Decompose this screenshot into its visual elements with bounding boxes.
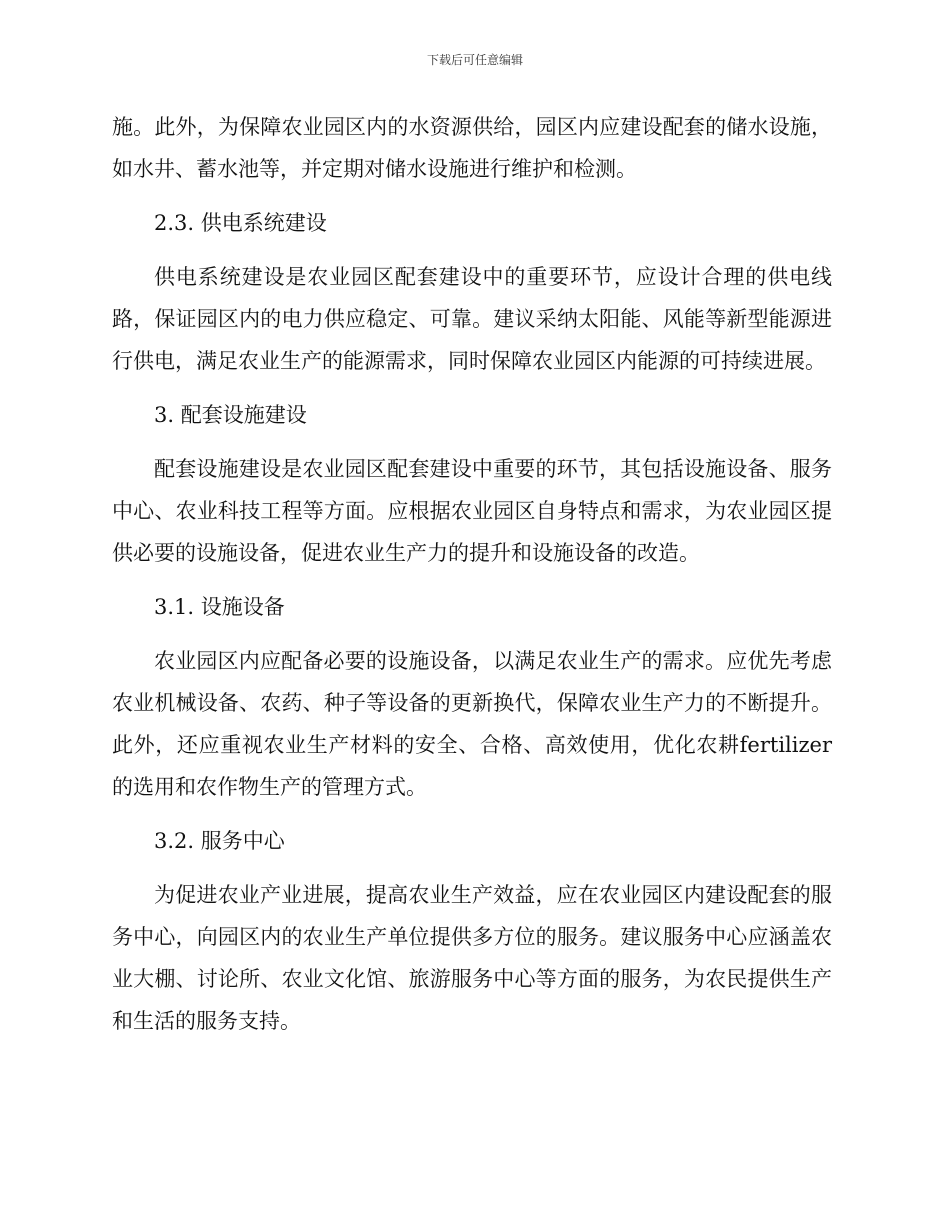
paragraph-water-storage-continued: 施。此外，为保障农业园区内的水资源供给，园区内应建设配套的储水设施，如水井、蓄水池等，并定期对储水设施进行维护和检测。 <box>112 115 832 181</box>
heading-supporting-facilities: 3. 配套设施建设 <box>154 403 307 427</box>
paragraph-equipment: 农业园区内应配备必要的设施设备，以满足农业生产的需求。应优先考虑农业机械设备、农药、种子等设备的更新换代，保障农业生产力的不断提升。此外，还应重视农业生产材料的安全、合格、高效使用，优化农耕fertilizer的选用和农作物生产的管理方式。 <box>112 649 832 799</box>
heading-service-center: 3.2. 服务中心 <box>154 829 285 853</box>
heading-equipment: 3.1. 设施设备 <box>154 595 285 619</box>
paragraph-power-supply: 供电系统建设是农业园区配套建设中的重要环节，应设计合理的供电线路，保证园区内的电力供应稳定、可靠。建议采纳太阳能、风能等新型能源进行供电，满足农业生产的能源需求，同时保障农业园区内能源的可持续进展。 <box>112 265 832 373</box>
document-body <box>112 106 832 1042</box>
paragraph-service-center: 为促进农业产业进展，提高农业生产效益，应在农业园区内建设配套的服务中心，向园区内的农业生产单位提供多方位的服务。建议服务中心应涵盖农业大棚、讨论所、农业文化馆、旅游服务中心等方面的服务，为农民提供生产和生活的服务支持。 <box>112 883 832 1033</box>
heading-power-supply: 2.3. 供电系统建设 <box>154 211 327 235</box>
paragraph-supporting-facilities: 配套设施建设是农业园区配套建设中重要的环节，其包括设施设备、服务中心、农业科技工程等方面。应根据农业园区自身特点和需求，为农业园区提供必要的设施设备，促进农业生产力的提升和设施设备的改造。 <box>112 457 832 565</box>
page-header: 下载后可任意编辑 <box>426 53 523 67</box>
